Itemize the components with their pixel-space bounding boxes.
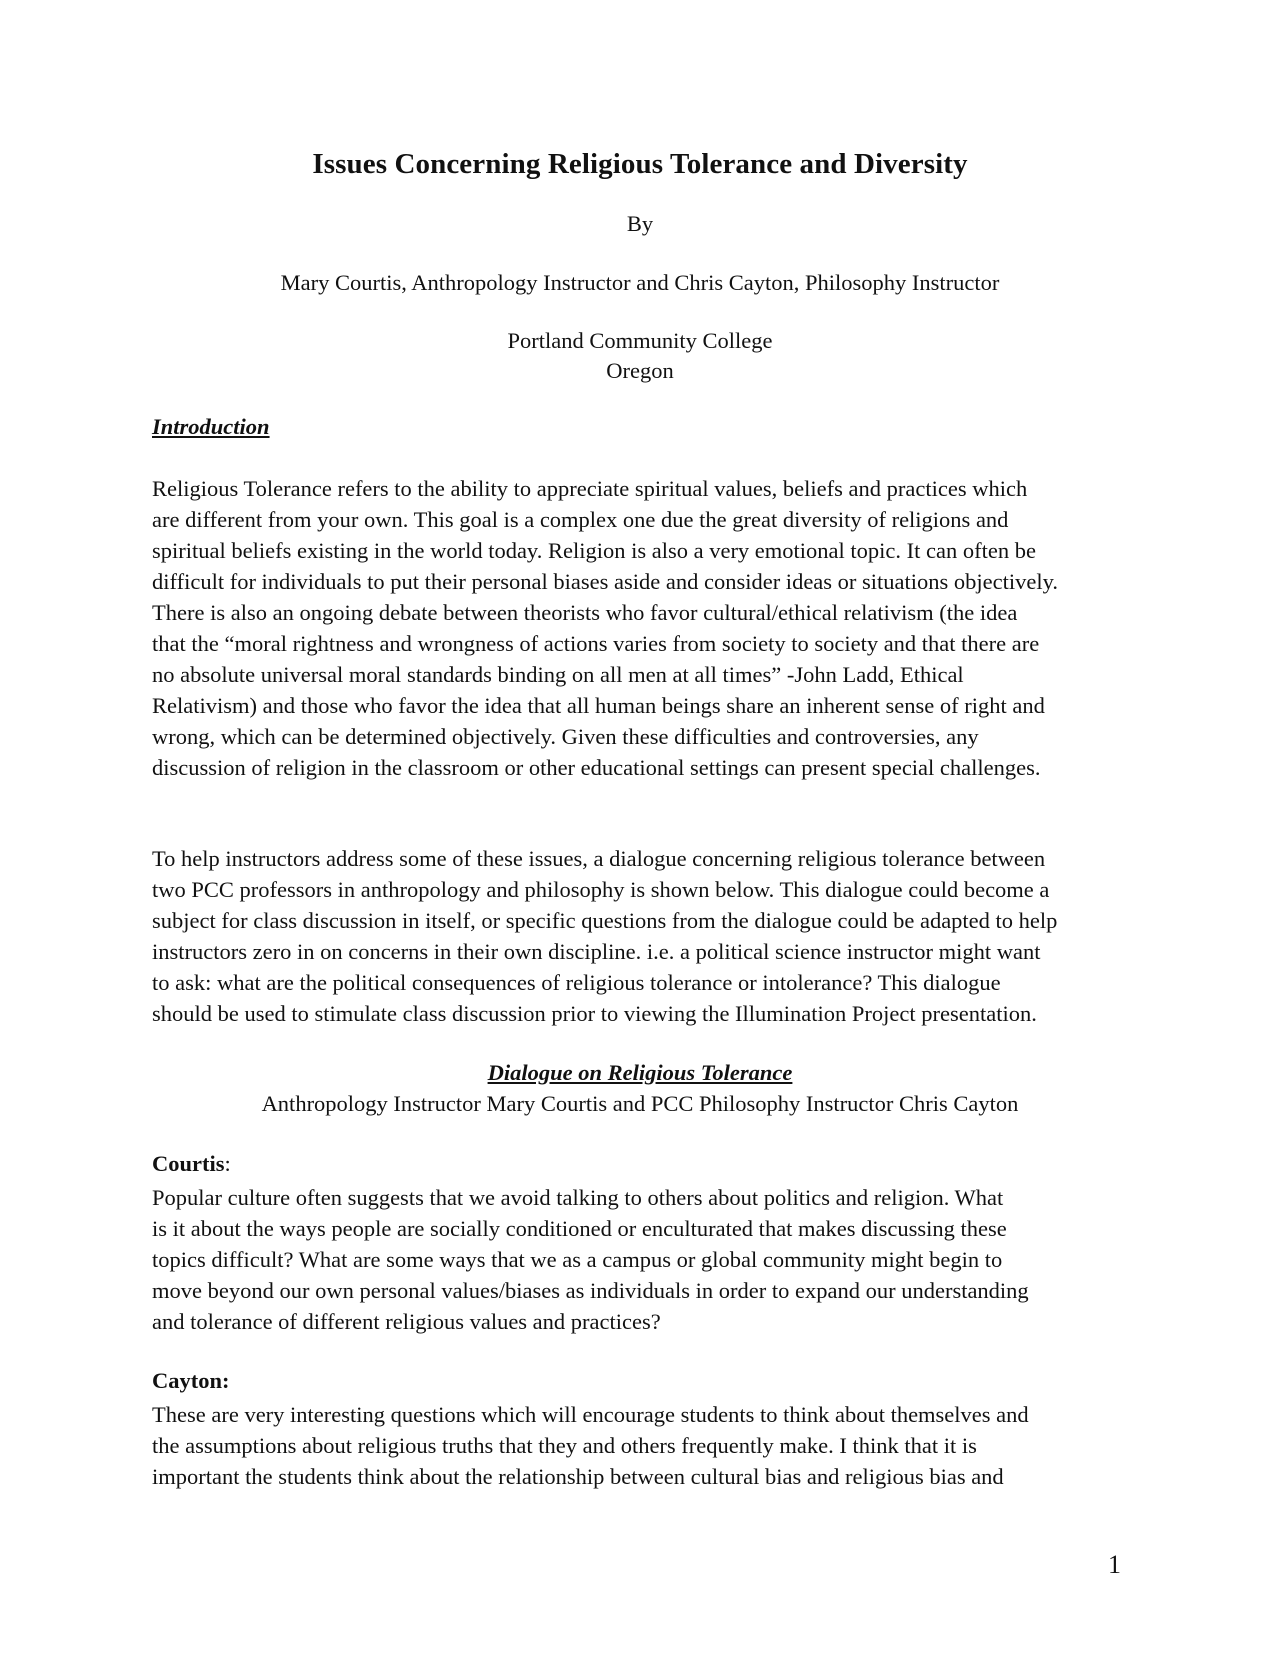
paragraph-line: are different from your own. This goal is a complex one due the great diversity of religions and <box>152 507 1009 532</box>
paragraph-line: There is also an ongoing debate between theorists who favor cultural/ethical relativism (the idea <box>152 600 1018 625</box>
speaker-cayton: Cayton: <box>152 1368 230 1393</box>
dialogue-subheading: Anthropology Instructor Mary Courtis and PCC Philosophy Instructor Chris Cayton <box>261 1091 1019 1116</box>
paragraph-line: Popular culture often suggests that we avoid talking to others about politics and religion. What <box>152 1185 1004 1210</box>
paragraph-line: To help instructors address some of these issues, a dialogue concerning religious tolerance between <box>152 846 1046 871</box>
speaker-courtis <box>152 1151 231 1177</box>
paragraph-line: discussion of religion in the classroom or other educational settings can present special challenges. <box>152 755 1041 780</box>
courtis-paragraph <box>152 1182 1132 1337</box>
paragraph-line: important the students think about the relationship between cultural bias and religious bias and <box>152 1464 1004 1489</box>
paragraph-line: move beyond our own personal values/biases as individuals in order to expand our understanding <box>152 1278 1029 1303</box>
paragraph-line: should be used to stimulate class discussion prior to viewing the Illumination Project presentation. <box>152 1001 1037 1026</box>
paragraph-line: instructors zero in on concerns in their own discipline. i.e. a political science instructor might want <box>152 939 1041 964</box>
byline-by: By <box>626 211 654 236</box>
institution-state: Oregon <box>606 358 674 383</box>
paragraph-line: These are very interesting questions which will encourage students to think about themselves and <box>152 1402 1029 1427</box>
paragraph-line: difficult for individuals to put their personal biases aside and consider ideas or situations objectively. <box>152 569 1059 594</box>
byline-authors: Mary Courtis, Anthropology Instructor and Chris Cayton, Philosophy Instructor <box>280 270 1000 295</box>
page-number: 1 <box>1108 1550 1121 1579</box>
cayton-paragraph <box>152 1399 1132 1492</box>
paragraph-line: Relativism) and those who favor the idea that all human beings share an inherent sense of right and <box>152 693 1045 718</box>
speaker-colon: : <box>224 1151 231 1176</box>
introduction-paragraph-2 <box>152 843 1132 1029</box>
paragraph-line: topics difficult? What are some ways that we as a campus or global community might begin to <box>152 1247 1003 1272</box>
paragraph-line: and tolerance of different religious values and practices? <box>152 1309 661 1334</box>
introduction-heading: Introduction <box>152 414 270 439</box>
introduction-paragraph-1 <box>152 473 1132 783</box>
paragraph-line: wrong, which can be determined objectively. Given these difficulties and controversies, any <box>152 724 979 749</box>
paragraph-line: the assumptions about religious truths that they and others frequently make. I think that it is <box>152 1433 977 1458</box>
paragraph-line: is it about the ways people are socially conditioned or enculturated that makes discussing these <box>152 1216 1007 1241</box>
paragraph-line: two PCC professors in anthropology and philosophy is shown below. This dialogue could become a <box>152 877 1050 902</box>
paragraph-line: that the “moral rightness and wrongness of actions varies from society to society and that there are <box>152 631 1040 656</box>
document-title: Issues Concerning Religious Tolerance and Diversity <box>312 148 968 180</box>
paragraph-line: subject for class discussion in itself, or specific questions from the dialogue could be adapted to help <box>152 908 1058 933</box>
paragraph-line: spiritual beliefs existing in the world today. Religion is also a very emotional topic. It can often be <box>152 538 1036 563</box>
paragraph-line: Religious Tolerance refers to the ability to appreciate spiritual values, beliefs and practices which <box>152 476 1028 501</box>
paragraph-line: no absolute universal moral standards binding on all men at all times” -John Ladd, Ethical <box>152 662 964 687</box>
dialogue-heading: Dialogue on Religious Tolerance <box>487 1060 793 1085</box>
speaker-name: Courtis <box>152 1151 225 1176</box>
paragraph-line: to ask: what are the political consequences of religious tolerance or intolerance? This dialogue <box>152 970 1001 995</box>
institution-name: Portland Community College <box>507 328 773 353</box>
